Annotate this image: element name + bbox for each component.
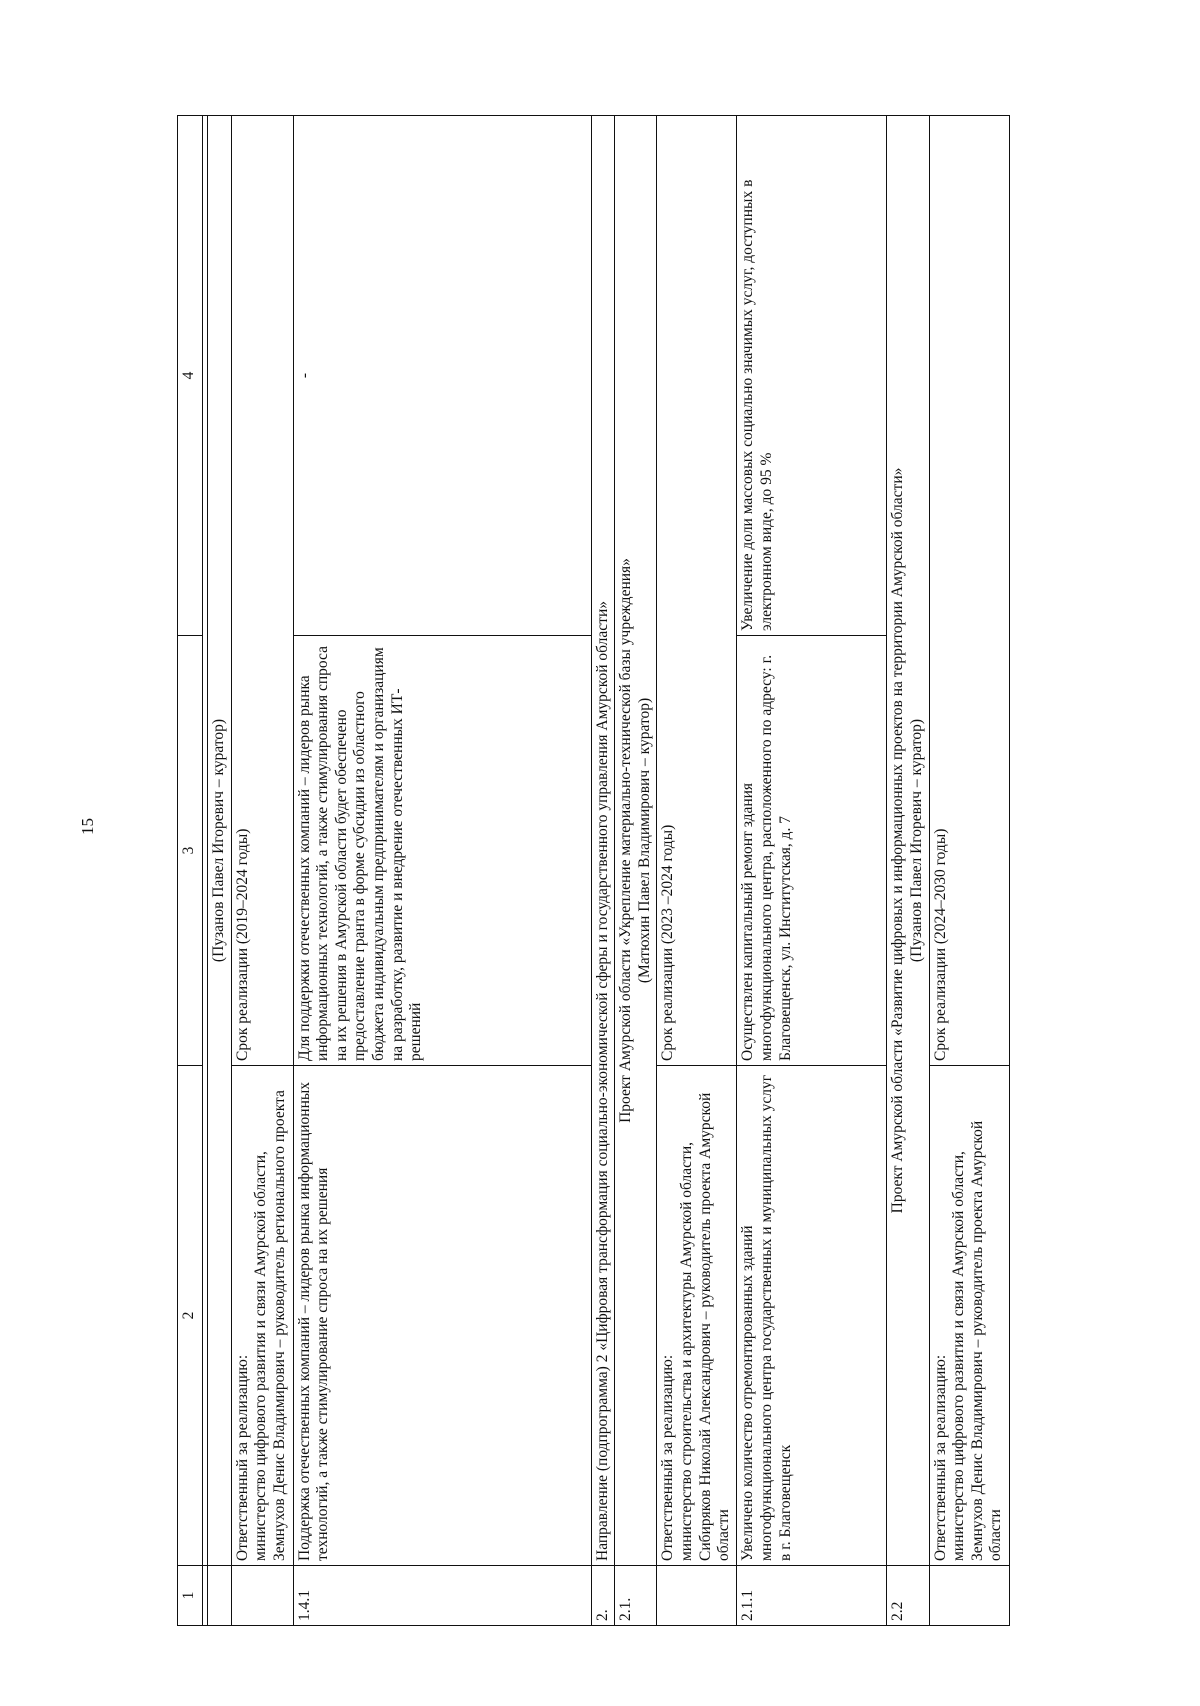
curator-1: (Пузанов Павел Игоревич – куратор) [208, 116, 232, 1566]
effect-cell: Осуществлен капитальный ремонт здания многофункционального центра, расположенного по адресу: г. Благовещенск, ул. Институтская, д. 7 [737, 636, 887, 1066]
rotated-table-sheet [177, 116, 1197, 1626]
header-col-3: 3 [178, 636, 203, 1066]
row-2-2 [887, 116, 929, 1626]
indicator-cell: Увеличение доли массовых социально значимых услуг, доступных в электронном виде, до 95 % [737, 116, 887, 636]
header-col-2: 2 [178, 1066, 203, 1566]
direction-title: Направление (подпрограмма) 2 «Цифровая трансформация социально-экономической сферы и государственного управления Амурской области» [591, 116, 615, 1566]
project-title: Проект Амурской области «Укрепление материально-технической базы учреждения» (Матюхин Павел Владимирович – куратор) [615, 116, 657, 1566]
responsible-row-2-1 [657, 116, 737, 1626]
effect-cell: Для поддержки отечественных компаний – лидеров рынка информационных технологий, а также стимулирования спроса на их решения в Амурской области будет обеспечено предоставление гранта в форме субсидии из областного бюджета индивидуальным предпринимателям и организациям на разработку, развитие и внедрение отечественных ИТ-решений [293, 636, 591, 1066]
responsible-1: Ответственный за реализацию: министерство цифрового развития и связи Амурской области, Земнухов Денис Владимирович – руководитель регионального проекта [231, 1066, 293, 1566]
page-number: 15 [78, 818, 97, 835]
responsible-row-2-2 [929, 116, 1009, 1626]
header-col-1: 1 [178, 1566, 203, 1626]
responsible-row-1 [231, 116, 293, 1626]
row-1-4-1 [293, 116, 591, 1626]
row-2-1 [615, 116, 657, 1626]
header-col-4: 4 [178, 116, 203, 636]
curator-row-1 [208, 116, 232, 1626]
row-number: 1.4.1 [293, 1566, 591, 1626]
project-title: Проект Амурской области «Развитие цифровых и информационных проектов на территории Амурской области» (Пузанов Павел Игоревич – куратор) [887, 116, 929, 1566]
table-header-row [178, 116, 203, 1626]
responsible-2-1: Ответственный за реализацию: министерство строительства и архитектуры Амурской области, Сибиряков Николай Александрович – руководитель проекта Амурской области [657, 1066, 737, 1566]
indicator-cell: - [293, 116, 591, 636]
row-number: 2. [591, 1566, 615, 1626]
row-number: 2.1.1 [737, 1566, 887, 1626]
row-2 [591, 116, 615, 1626]
row-number: 2.1. [615, 1566, 657, 1626]
row-number: 2.2 [887, 1566, 929, 1626]
term-1: Срок реализации (2019–2024 годы) [231, 116, 293, 1066]
task-cell: Поддержка отечественных компаний – лидеров рынка информационных технологий, а также стимулирование спроса на их решения [293, 1066, 591, 1566]
project-table [177, 115, 1010, 1626]
responsible-2-2: Ответственный за реализацию: министерство цифрового развития и связи Амурской области, Земнухов Денис Владимирович – руководитель проекта Амурской области [929, 1066, 1009, 1566]
term-2-2: Срок реализации (2024–2030 годы) [929, 116, 1009, 1066]
row-2-1-1 [737, 116, 887, 1626]
task-cell: Увеличено количество отремонтированных зданий многофункционального центра государственных и муниципальных услуг в г. Благовещенск [737, 1066, 887, 1566]
term-2-1: Срок реализации (2023 –2024 годы) [657, 116, 737, 1066]
